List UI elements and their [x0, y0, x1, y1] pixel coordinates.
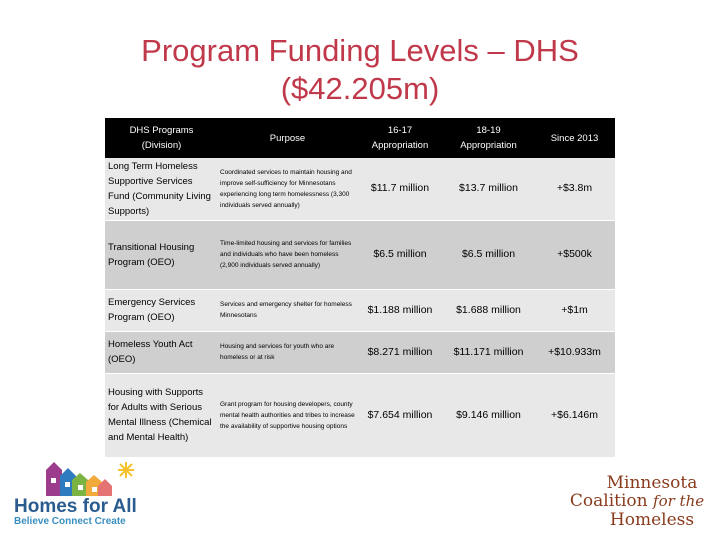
logo-line-minnesota: Minnesota [606, 473, 698, 493]
appropriation-1819-cell: $11.171 million [443, 331, 534, 373]
purpose-cell: Grant program for housing developers, county mental health authorities and tribes to increase the availability of supportive housing options [218, 373, 357, 457]
since-2013-cell: +$1m [534, 289, 615, 331]
appropriation-1819-cell: $13.7 million [443, 158, 534, 220]
purpose-cell: Services and emergency shelter for homeless Minnesotans [218, 289, 357, 331]
table-row [105, 220, 615, 289]
logo-line-coalition [562, 492, 712, 511]
header-programs-line2: (Division) [141, 140, 182, 151]
program-cell: Homeless Youth Act (OEO) [105, 331, 218, 373]
appropriation-1617-cell: $1.188 million [357, 289, 443, 331]
appropriation-1819-cell: $1.688 million [443, 289, 534, 331]
table-row [105, 289, 615, 331]
appropriation-1819-cell: $9.146 million [443, 373, 534, 457]
since-2013-cell: +$500k [534, 220, 615, 289]
header-1819-line1: 18-19 [476, 125, 501, 136]
header-purpose: Purpose [218, 118, 357, 158]
page-title [0, 32, 720, 108]
table-row [105, 158, 615, 220]
since-2013-cell: +$10.933m [534, 331, 615, 373]
since-2013-cell: +$3.8m [534, 158, 615, 220]
header-1819-line2: Appropriation [460, 140, 517, 151]
homes-for-all-logo [8, 458, 148, 530]
appropriation-1617-cell: $8.271 million [357, 331, 443, 373]
purpose-cell: Housing and services for youth who are homeless or at risk [218, 331, 357, 373]
program-cell: Long Term Homeless Supportive Services Fund (Community Living Supports) [105, 158, 218, 220]
appropriation-1819-cell: $6.5 million [443, 220, 534, 289]
homes-for-all-name: Homes for All [14, 496, 137, 517]
header-1617-line1: 16-17 [387, 125, 413, 136]
purpose-cell: Time-limited housing and services for families and individuals who have been homeless (2,900 individuals served annually) [218, 220, 357, 289]
header-1617 [357, 118, 443, 158]
program-cell: Transitional Housing Program (OEO) [105, 220, 218, 289]
purpose-cell: Coordinated services to maintain housing and improve self-sufficiency for Minnesotans experiencing long term homelessness (3,300 individuals served annually) [218, 158, 357, 220]
title-line-1: Program Funding Levels – DHS [141, 33, 579, 68]
funding-table [105, 118, 615, 458]
program-cell: Housing with Supports for Adults with Serious Mental Illness (Chemical and Mental Health) [105, 373, 218, 457]
mn-coalition-logo [562, 474, 712, 530]
header-1617-line2: Appropriation [371, 140, 429, 151]
header-programs [105, 118, 218, 158]
program-cell: Emergency Services Program (OEO) [105, 289, 218, 331]
header-programs-line1: DHS Programs [129, 125, 194, 136]
appropriation-1617-cell: $6.5 million [357, 220, 443, 289]
header-since-2013: Since 2013 [534, 118, 615, 158]
logo-coalition-word: Coalition [569, 491, 648, 511]
table-row [105, 373, 615, 457]
appropriation-1617-cell: $7.654 million [357, 373, 443, 457]
title-line-2: ($42.205m) [280, 71, 440, 106]
header-1819 [443, 118, 534, 158]
appropriation-1617-cell: $11.7 million [357, 158, 443, 220]
homes-for-all-tagline: Believe Connect Create [14, 516, 126, 527]
table-row [105, 331, 615, 373]
table-header-row [105, 118, 615, 158]
since-2013-cell: +$6.146m [534, 373, 615, 457]
logo-for-the: for the [653, 492, 705, 510]
logo-line-homeless: Homeless [609, 510, 695, 530]
